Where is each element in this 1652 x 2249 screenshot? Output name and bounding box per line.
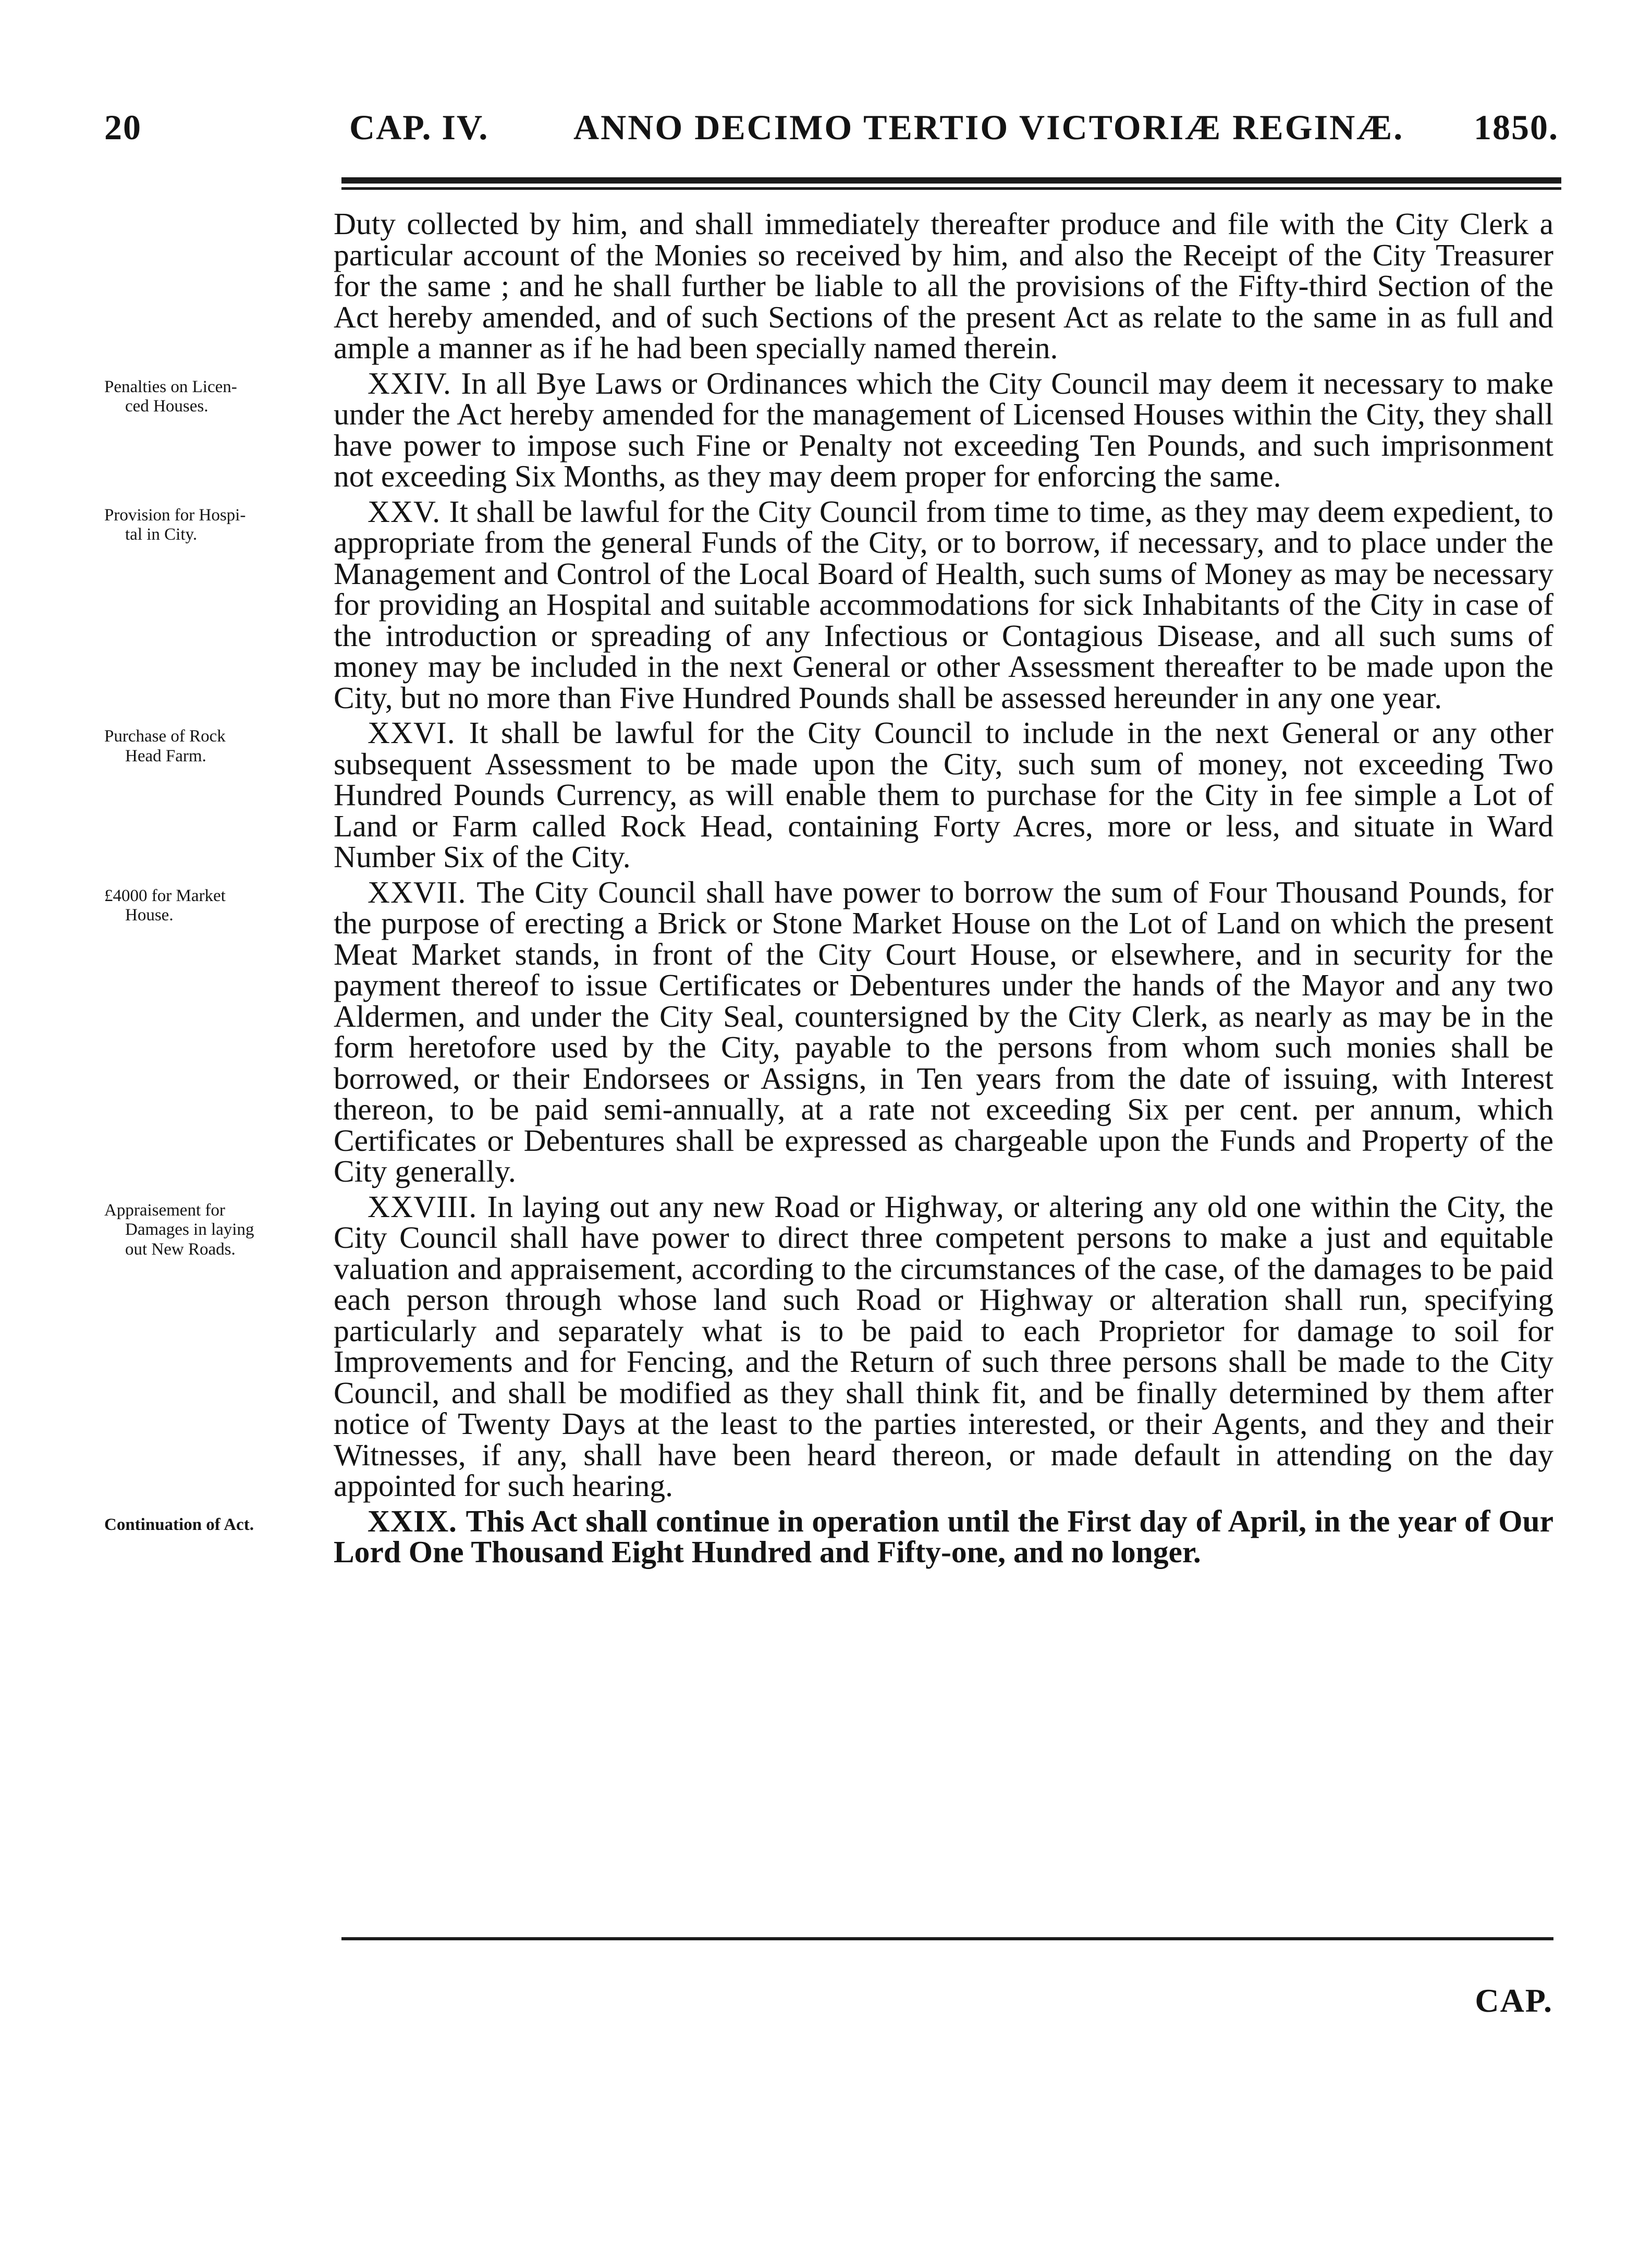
body-text xyxy=(104,206,1554,1572)
chapter-label: CAP. IV. xyxy=(349,107,489,147)
margin-note-line: Purchase of Rock xyxy=(104,727,226,746)
margin-note xyxy=(104,1201,276,1260)
section-xxiv xyxy=(104,366,1553,493)
margin-note-line: out New Roads. xyxy=(125,1240,236,1259)
margin-note-line: Continuation of Act. xyxy=(104,1515,254,1534)
margin-note-line: ced Houses. xyxy=(125,397,209,416)
margin-note-line: Appraisement for xyxy=(104,1200,225,1220)
section-number: XXVIII. xyxy=(368,1189,487,1224)
margin-note xyxy=(104,886,276,926)
section-text: This Act shall continue in operation until the First day of April, in the year of Our Lord One Thousand Eight Hundred and Fifty-one, and no longer. xyxy=(334,1503,1554,1569)
section-number: XXV. xyxy=(368,494,449,529)
section-xxviii xyxy=(104,1189,1553,1503)
footer-rule xyxy=(341,1937,1553,1940)
section-number: XXIV. xyxy=(368,366,461,400)
margin-note xyxy=(104,1515,276,1535)
section-number: XXIX. xyxy=(368,1503,466,1538)
margin-note xyxy=(104,506,276,545)
margin-note-line: Head Farm. xyxy=(125,746,206,765)
section-xxix xyxy=(104,1503,1554,1569)
section-text: The City Council shall have power to borrow the sum of Four Thousand Pounds, for the purpose of erecting a Brick or Stone Market House on the Lot of Land on which the present Meat Market stands, in front of the City Court House, or elsewhere, and in security for the payment thereof to issue Certificates or Debentures under the hands of the Mayor and any two Aldermen, and under the City Seal, countersigned by the City Clerk, as nearly as may be in the form heretofore used by the City, payable to the persons from whom such monies shall be borrowed, or their Endorsees or Assigns, in Ten years from the date of issuing, with Interest thereon, to be paid semi-annually, at a rate not exceeding Six per cent. per annum, which Certificates or Debentures shall be expressed as chargeable upon the Funds and Property of the City generally. xyxy=(334,874,1553,1188)
section-text: It shall be lawful for the City Council from time to time, as they may deem expedient, to appropriate from the general Funds of the City, or to borrow, if necessary, and to place under the Management and Control of the Local Board of Health, such sums of Money as may be necessary for providing an Hospital and suitable accommodations for sick Inhabitants of the City in case of the introduction or spreading of any Infectious or Contagious Disease, and all such sums of money may be included in the next General or other Assessment thereafter to be made upon the City, but no more than Five Hundred Pounds shall be assessed hereunder in any one year. xyxy=(334,494,1553,715)
page-header xyxy=(104,107,1559,164)
header-rule xyxy=(341,177,1561,190)
catchword: CAP. xyxy=(1475,1982,1553,2019)
margin-note-line: Damages in laying xyxy=(125,1220,254,1239)
page-number: 20 xyxy=(104,107,142,147)
margin-note-line: Penalties on Licen- xyxy=(104,377,237,396)
margin-note-line: House. xyxy=(125,906,174,925)
section-xxvii xyxy=(104,874,1553,1188)
margin-note-line: tal in City. xyxy=(125,525,198,544)
margin-note-line: Provision for Hospi- xyxy=(104,505,246,525)
section-xxvi xyxy=(104,715,1553,874)
margin-note xyxy=(104,727,276,767)
section-text: It shall be lawful for the City Council to include in the next General or any other subsequent Assessment to be made upon the City, such sum of money, not exceeding Two Hundred Pounds Currency, as will enable them to purchase for the City in fee simple a Lot of Land or Farm called Rock Head, containing Forty Acres, more or less, and situate in Ward Number Six of the City. xyxy=(334,715,1553,874)
section-text: In laying out any new Road or Highway, or altering any old one within the City, the City Council shall have power to direct three competent persons to make a just and equitable valuation and appraisement, according to the circumstances of the case, of the damages to be paid each person through whose land such Road or Highway or alteration shall run, specifying particularly and separately what is to be paid to each Proprietor for damage to soil for Improvements and for Fencing, and the Return of such three persons shall be made to the City Council, and shall be modified as they shall think fit, and be finally determined by them after notice of Twenty Days at the least to the parties interested, or their Agents, and they and their Witnesses, if any, shall have been heard thereon, or made default in attending on the day appointed for such hearing. xyxy=(334,1189,1553,1503)
margin-note xyxy=(104,378,276,417)
header-year: 1850. xyxy=(1474,107,1559,147)
section-number: XXVI. xyxy=(368,715,469,750)
margin-note-line: £4000 for Market xyxy=(104,886,226,905)
section-number: XXVII. xyxy=(368,874,477,909)
running-title: ANNO DECIMO TERTIO VICTORIÆ REGINÆ. xyxy=(573,107,1404,147)
section-continuation xyxy=(334,206,1553,365)
section-text: Duty collected by him, and shall immediately thereafter produce and file with the City Clerk a particular account of the Monies so received by him, and also the Receipt of the City Treasurer for the same ; and he shall further be liable to all the provisions of the Fifty-third Section of the Act hereby amended, and of such Sections of the present Act as relate to the same in as full and ample a manner as if he had been specially named therein. xyxy=(334,206,1553,365)
section-xxv xyxy=(104,494,1553,715)
section-text: In all Bye Laws or Ordinances which the City Council may deem it necessary to make under the Act hereby amended for the management of Licensed Houses within the City, they shall have power to impose such Fine or Penalty not exceeding Ten Pounds, and such imprisonment not exceeding Six Months, as they may deem proper for enforcing the same. xyxy=(334,366,1553,493)
